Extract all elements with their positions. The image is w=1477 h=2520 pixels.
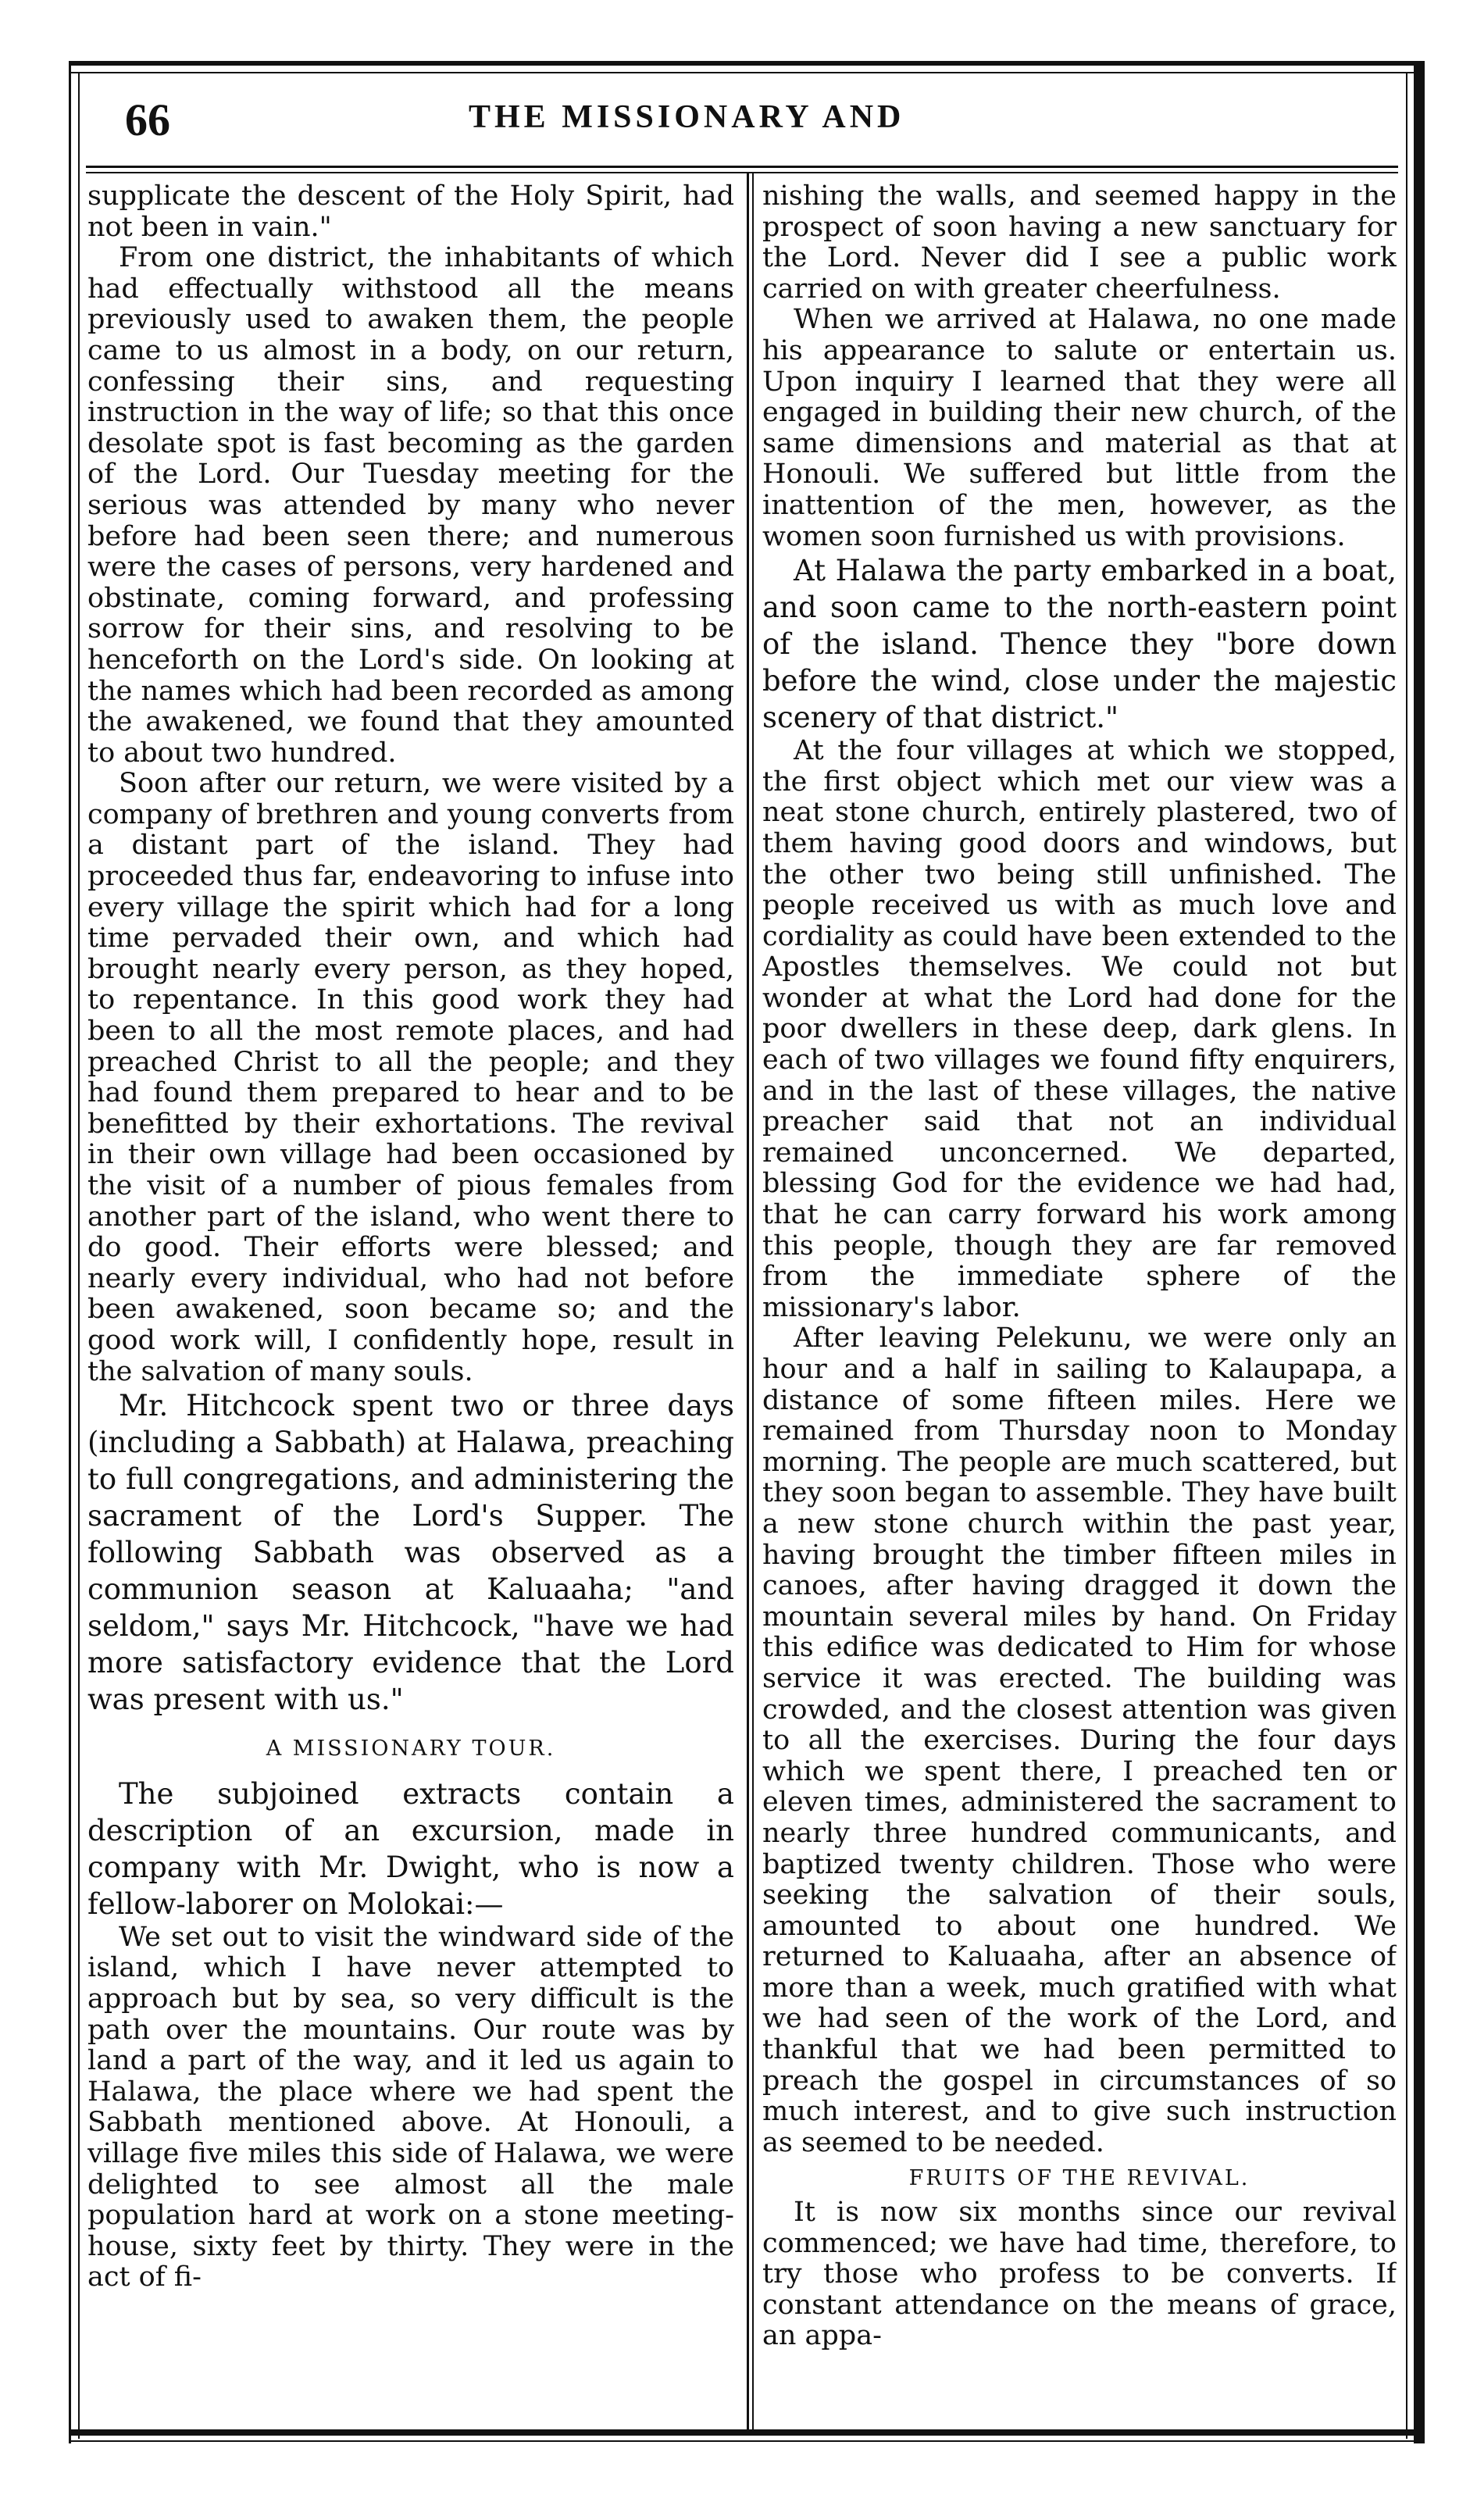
frame-right-rule [1414, 61, 1425, 2443]
header-rule-thin [86, 172, 1398, 173]
section-heading-missionary-tour: A MISSIONARY TOUR. [266, 1737, 556, 1762]
left-paragraph-4: Mr. Hitchcock spent two or three days (including a Sabbath) at Halawa, preaching to full congregations, and administering the sacrament of the Lord's Supper. The following Sabbath was observed as a communion season at Kaluaaha; "and seldom," says Mr. Hitchcock, "have we had more satisfactory evidence that the Lord was present with us." [87, 1389, 734, 1717]
column-divider-inner [752, 172, 754, 2429]
left-paragraph-6: We set out to visit the windward side of the island, which I have never attempted to approach but by sea, so very difficult is the path over the mountains. Our route was by land a part of the way, and it led us again to Halawa, the place where we had spent the Sabbath mentioned above. At Honouli, a village five miles this side of Halawa, we were delighted to see almost all the male population hard at work on a stone meeting-house, sixty feet by thirty. They were in the act of fi- [87, 1921, 734, 2293]
frame-bottom-rule-thin [69, 2440, 1425, 2442]
right-paragraph-6: It is now six months since our revival commenced; we have had time, therefore, to try those who profess to be converts. If constant attendance on the means of grace, an appa- [762, 2197, 1397, 2352]
frame-top-rule [69, 61, 1425, 66]
left-paragraph-1: supplicate the descent of the Holy Spirit, had not been in vain." [87, 181, 734, 243]
frame-bottom-rule [69, 2429, 1425, 2436]
left-paragraph-3: Soon after our return, we were visited by a company of brethren and young converts from a distant part of the island. They had proceeded thus far, endeavoring to infuse into every village the spirit which had for a long time pervaded their own, and which had brought nearly every person, as they hoped, to repentance. In this good work they had been to all the most remote places, and had preached Christ to all the people; and they had found them prepared to hear and to be benefitted by their exhortations. The revival in their own village had been occasioned by the visit of a number of pious females from another part of the island, who went there to do good. Their efforts were blessed; and nearly every individual, who had not before been awakened, soon became so; and the good work will, I confidently hope, result in the salvation of many souls. [87, 768, 734, 1387]
column-divider [747, 172, 749, 2429]
frame-left-rule-inner [78, 72, 80, 2439]
right-paragraph-3: At Halawa the party embarked in a boat, and soon came to the north-eastern point of the island. Thence they "bore down before the wind, close under the majestic scenery of that district." [762, 554, 1397, 735]
section-heading-fruits-of-revival: FRUITS OF THE REVIVAL. [908, 2166, 1250, 2191]
right-column [762, 181, 1397, 2379]
frame-left-rule [69, 61, 71, 2443]
frame-right-rule-inner [1406, 72, 1407, 2439]
running-head: THE MISSIONARY AND [469, 99, 905, 135]
left-column [87, 181, 734, 2379]
right-paragraph-5: After leaving Pelekunu, we were only an hour and a half in sailing to Kalaupapa, a distance of some fifteen miles. Here we remained from Thursday noon to Monday morning. The people are much scattered, but they soon began to assemble. They have built a new stone church within the past year, having brought the timber fifteen miles in canoes, after having dragged it down the mountain several miles by hand. On Friday this edifice was dedicated to Him for whose service it was erected. The building was crowded, and the closest attention was given to all the exercises. During the four days which we spent there, I preached ten or eleven times, administered the sacrament to nearly three hundred communicants, and baptized twenty children. Those who were seeking the salvation of their souls, amounted to about one hundred. We returned to Kaluaaha, after an absence of more than a week, much gratified with what we had seen of the work of the Lord, and thankful that we had been permitted to preach the gospel in circumstances of so much interest, and to give such instruction as seemed to be needed. [762, 1322, 1397, 2158]
right-paragraph-2: When we arrived at Halawa, no one made his appearance to salute or entertain us. Upon inquiry I learned that they were all engaged in building their new church, of the same dimensions and material as that at Honouli. We suffered but little from the inattention of the men, however, as the women soon furnished us with provisions. [762, 304, 1397, 552]
right-paragraph-4: At the four villages at which we stopped, the first object which met our view was a neat stone church, entirely plastered, two of them having good doors and windows, but the other two being still unfinished. The people received us with as much love and cordiality as could have been extended to the Apostles themselves. We could not but wonder at what the Lord had done for the poor dwellers in these deep, dark glens. In each of two villages we found fifty enquirers, and in the last of these villages, the native preacher said that not an individual remained unconcerned. We departed, blessing God for the evidence we had had, that he can carry forward his work among this people, though they are far removed from the immediate sphere of the missionary's labor. [762, 735, 1397, 1323]
right-paragraph-1: nishing the walls, and seemed happy in the prospect of soon having a new sanctuary for the Lord. Never did I see a public work carried on with greater cheerfulness. [762, 181, 1397, 305]
left-paragraph-2: From one district, the inhabitants of which had effectually withstood all the means previously used to awaken them, the people came to us almost in a body, on our return, confessing their sins, and requesting instruction in the way of life; so that this once desolate spot is fast becoming as the garden of the Lord. Our Tuesday meeting for the serious was attended by many who never before had been seen there; and numerous were the cases of persons, very hardened and obstinate, coming forward, and professing sorrow for their sins, and resolving to be henceforth on the Lord's side. On looking at the names which had been recorded as among the awakened, we found that they amounted to about two hundred. [87, 242, 734, 769]
header-rule [86, 166, 1398, 168]
left-paragraph-5: The subjoined extracts contain a description of an excursion, made in company with Mr. Dwight, who is now a fellow-laborer on Molokai:— [87, 1776, 734, 1921]
page-number: 66 [125, 95, 170, 145]
frame-top-rule-thin [69, 72, 1425, 73]
